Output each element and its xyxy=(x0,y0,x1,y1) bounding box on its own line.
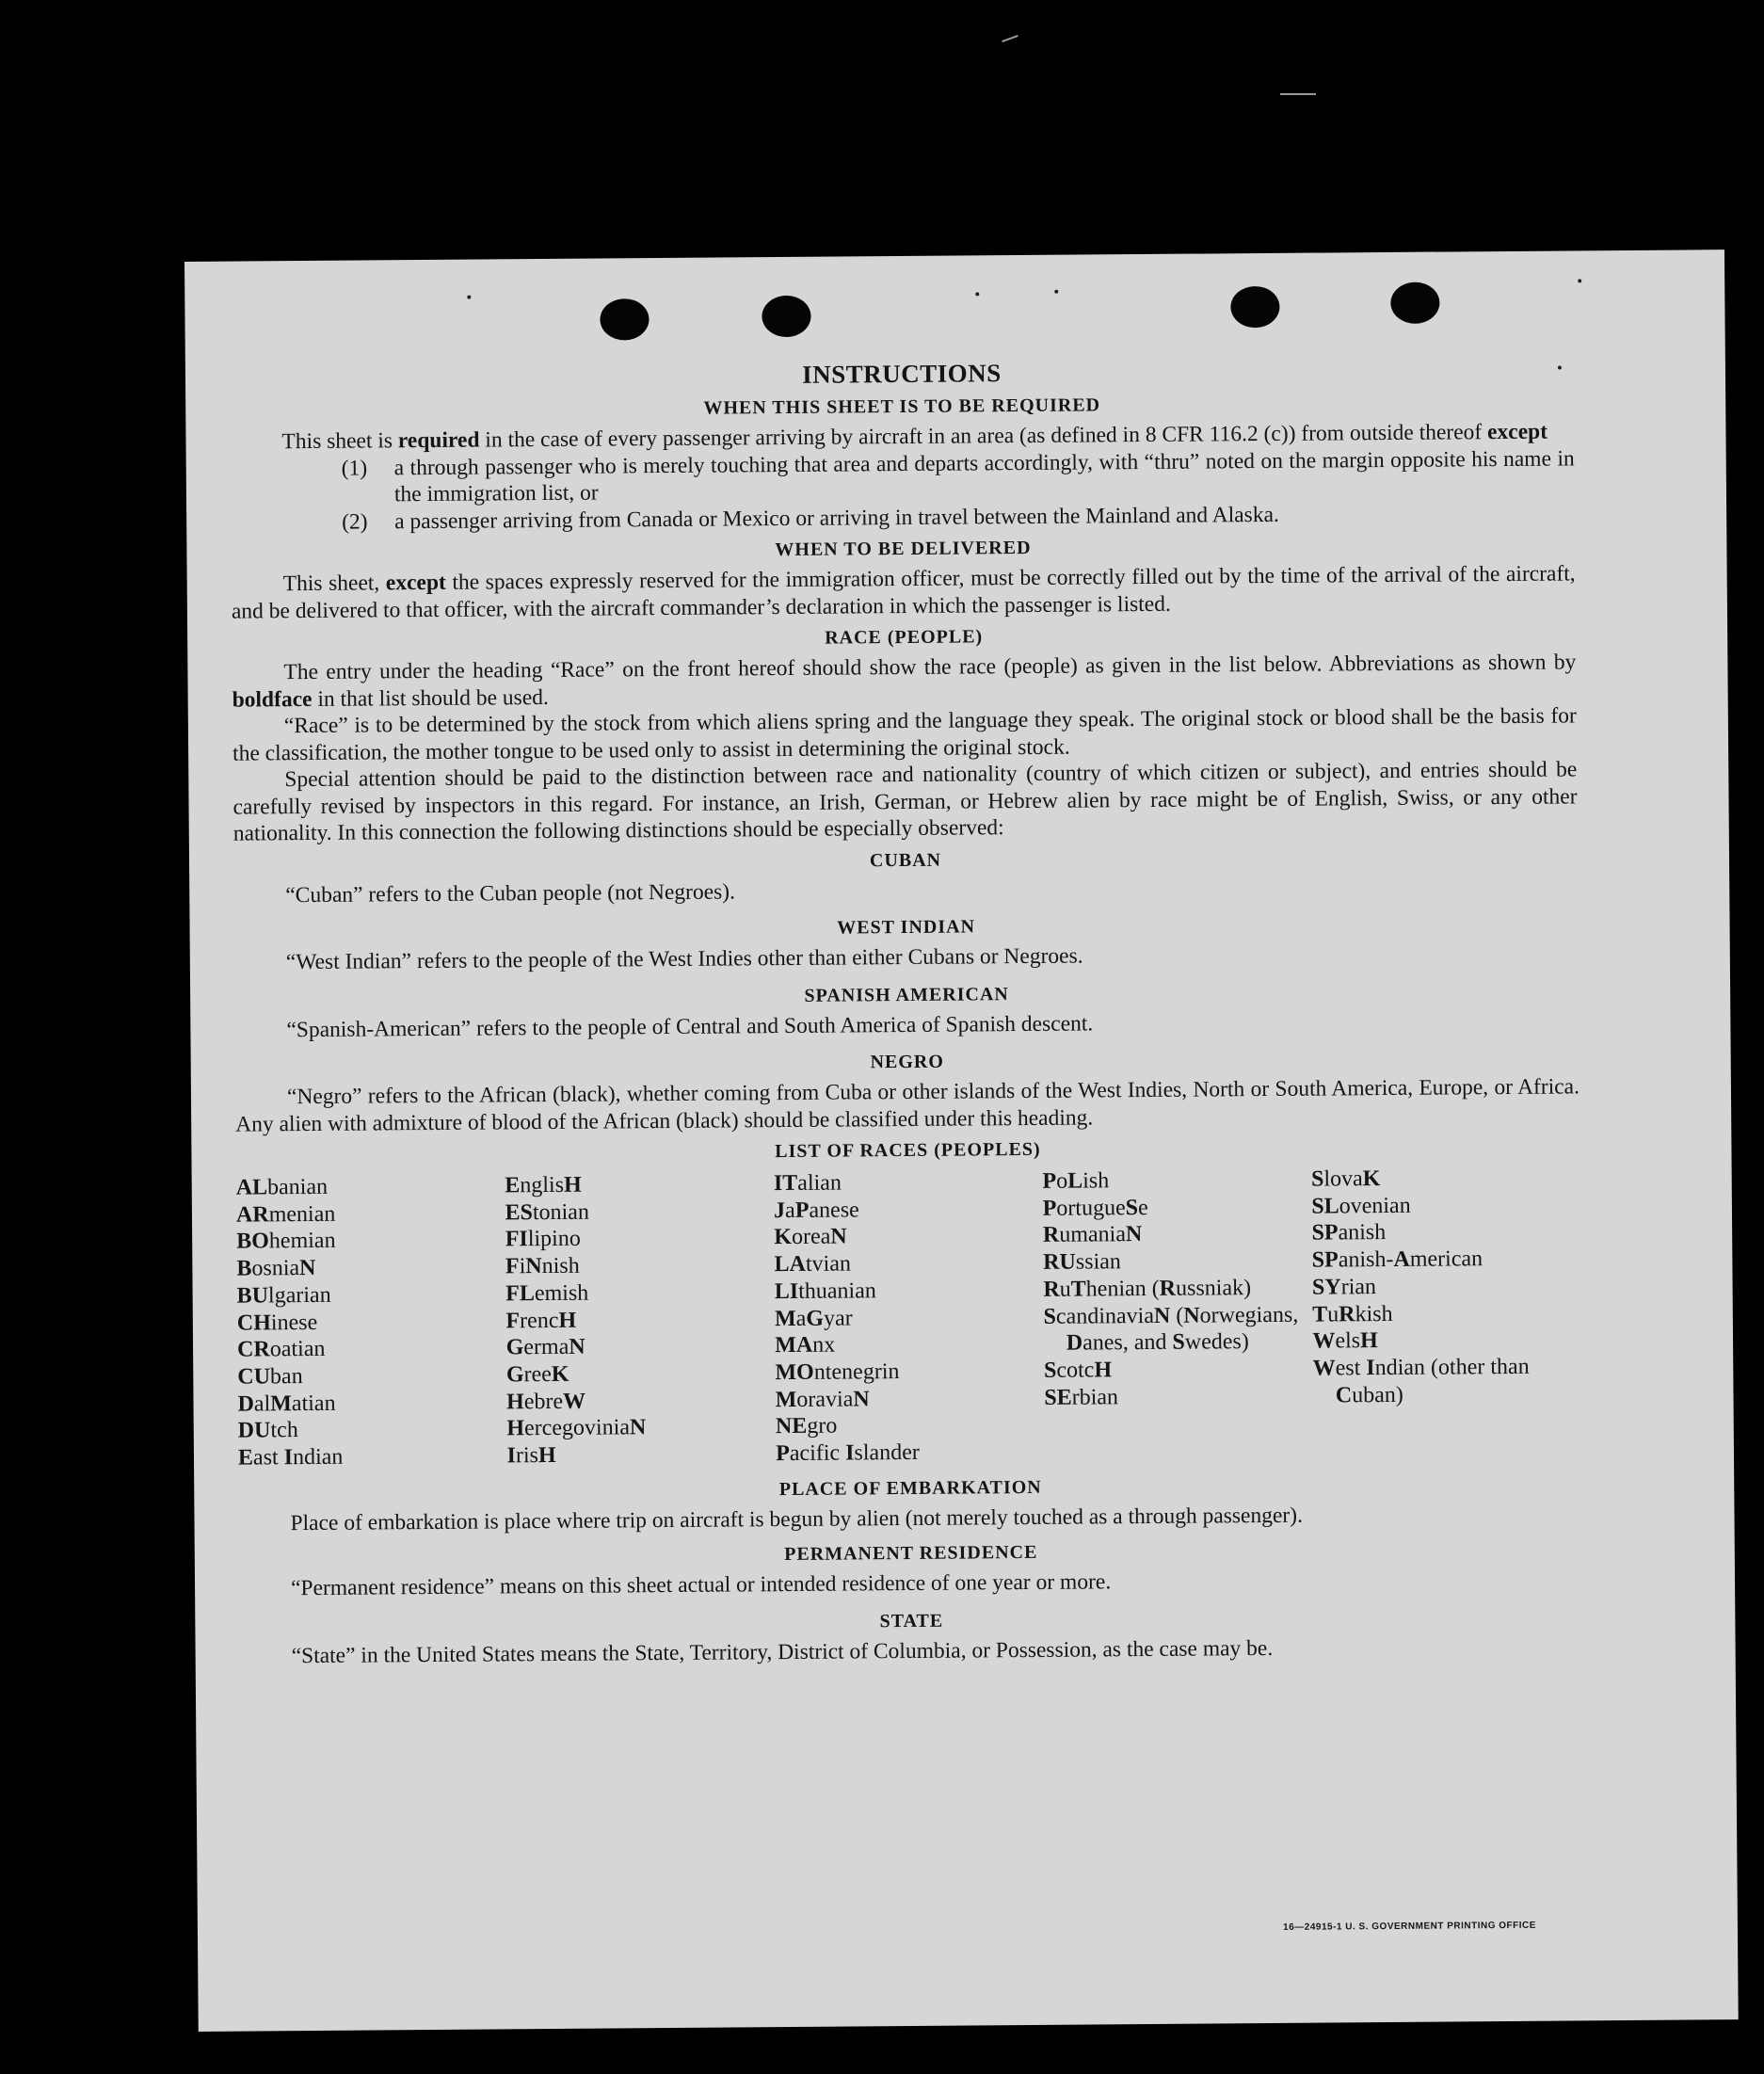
section-heading: LIST OF RACES (PEOPLES) xyxy=(775,1138,1041,1163)
paragraph: The entry under the heading “Race” on the front hereof should show the race (people) as given in the list below. Abbreviations as shown by boldface in that list should be used. xyxy=(232,650,1577,713)
race-column xyxy=(774,1168,1045,1468)
race-item: RUssian xyxy=(1043,1249,1121,1275)
race-item: ScotcH xyxy=(1043,1358,1113,1383)
race-item: CRoatian xyxy=(236,1337,326,1362)
punch-hole xyxy=(600,298,649,340)
race-item: BosniaN xyxy=(236,1256,316,1281)
race-item: HebreW xyxy=(506,1389,586,1414)
section-heading: RACE (PEOPLE) xyxy=(825,626,984,649)
race-item: ITalian xyxy=(773,1170,842,1197)
race-item: GreeK xyxy=(505,1361,569,1388)
section-heading: WEST INDIAN xyxy=(837,916,976,939)
race-item: BUlgarian xyxy=(236,1282,331,1309)
race-item: MaGyar xyxy=(774,1305,853,1331)
instructions-content xyxy=(230,354,1584,1669)
race-item: CUban xyxy=(237,1363,303,1390)
race-item: NEgro xyxy=(775,1413,838,1439)
race-item: ScandinaviaN (Norwegians, Danes, and Swedes) xyxy=(1043,1302,1299,1356)
race-item: PoLish xyxy=(1042,1168,1110,1194)
race-item: LIthuanian xyxy=(774,1278,876,1304)
race-item: West Indian (other than Cuban) xyxy=(1312,1354,1530,1408)
paragraph: “Negro” refers to the African (black), whether coming from Cuba or other islands of the West Indies, North or South America, Europe, or Africa. Any alien with admixture of blood of the African (black) should be classified under this heading. xyxy=(235,1074,1580,1137)
race-item: PortugueSe xyxy=(1042,1195,1148,1221)
race-item: FrencH xyxy=(505,1308,577,1333)
paragraph: Place of embarkation is place where trip on aircraft is begun by alien (not merely touched as a through passenger). xyxy=(290,1503,1303,1535)
section-heading: SPANISH AMERICAN xyxy=(804,983,1009,1006)
paragraph: “Cuban” refers to the Cuban people (not Negroes). xyxy=(285,878,736,908)
race-item: SlovaK xyxy=(1310,1166,1381,1192)
item-number: (1) xyxy=(341,455,368,481)
film-scratch xyxy=(1002,35,1018,42)
race-item: SYrian xyxy=(1311,1274,1377,1300)
race-item: EStonian xyxy=(505,1199,590,1226)
race-item: MOntenegrin xyxy=(775,1359,900,1386)
race-item: FLemish xyxy=(505,1280,589,1307)
section-heading: CUBAN xyxy=(869,849,942,871)
race-item: SLovenian xyxy=(1311,1193,1411,1219)
section-heading: PLACE OF EMBARKATION xyxy=(778,1476,1042,1500)
race-item: KoreaN xyxy=(774,1224,847,1250)
section-heading: NEGRO xyxy=(870,1051,944,1073)
printer-imprint: 16—24915-1 U. S. GOVERNMENT PRINTING OFFICE xyxy=(1283,1920,1536,1933)
film-scratch xyxy=(1280,93,1316,95)
section-heading: WHEN THIS SHEET IS TO BE REQUIRED xyxy=(703,394,1101,419)
race-column xyxy=(505,1170,776,1470)
race-item: East Indian xyxy=(237,1444,344,1471)
speck xyxy=(975,292,979,296)
race-item: WelsH xyxy=(1312,1328,1378,1354)
item-text: a through passenger who is merely touching that area and departs accordingly, with “thru” noted on the margin opposite his name in the immigration list, or xyxy=(393,445,1575,507)
document-sheet xyxy=(184,249,1739,2032)
race-item: SPanish-American xyxy=(1311,1246,1483,1273)
paragraph: “Spanish-American” refers to the people of Central and South America of Spanish descent. xyxy=(286,1010,1094,1042)
paragraph: “State” in the United States means the State, Territory, District of Columbia, or Possession, as the case may be. xyxy=(291,1635,1274,1668)
race-item: DalMatian xyxy=(237,1391,336,1417)
race-column xyxy=(1042,1166,1313,1466)
item-text: a passenger arriving from Canada or Mexico or arriving in travel between the Mainland and Alaska. xyxy=(394,502,1279,534)
race-item: DUtch xyxy=(237,1418,298,1443)
race-item: IrisH xyxy=(506,1442,556,1469)
punch-hole xyxy=(1390,282,1439,324)
race-list xyxy=(236,1164,1582,1471)
race-item: BOhemian xyxy=(236,1229,336,1255)
race-item: ARmenian xyxy=(235,1201,336,1228)
race-column xyxy=(1311,1164,1582,1463)
race-column xyxy=(236,1172,507,1471)
race-item: MAnx xyxy=(775,1332,836,1359)
item-number: (2) xyxy=(342,508,368,535)
paragraph: “Race” is to be determined by the stock from which aliens spring and the language they speak. The original stock or blood shall be the basis for the classification, the mother tongue to be used only to assist in determining the original stock. xyxy=(233,703,1577,766)
paragraph: Special attention should be paid to the distinction between race and nationality (country of which citizen or subject), and entries should be carefully revised by inspectors in this regard. For instance, an Irish, German, or Hebrew alien by race might be of English, Swiss, or any other nationality. In this connection the following distinctions should be especially observed: xyxy=(233,757,1578,846)
race-item: GermaN xyxy=(505,1334,585,1360)
race-item: RuThenian (Russniak) xyxy=(1043,1275,1252,1302)
page-title: INSTRUCTIONS xyxy=(802,359,1002,389)
race-item: MoraviaN xyxy=(775,1386,870,1412)
race-item: CHinese xyxy=(236,1310,318,1336)
punch-hole xyxy=(1230,286,1279,328)
race-item: FiNnish xyxy=(505,1253,580,1279)
section-heading: STATE xyxy=(879,1610,944,1632)
section-heading: WHEN TO BE DELIVERED xyxy=(775,537,1032,561)
speck xyxy=(467,296,471,299)
race-item: HercegoviniaN xyxy=(506,1415,647,1441)
paragraph: This sheet is required in the case of every passenger arriving by aircraft in an area (as defined in 8 CFR 116.2 (c)) from outside thereof except xyxy=(281,419,1548,455)
race-item: JaPanese xyxy=(774,1198,859,1223)
race-item: LAtvian xyxy=(774,1251,852,1278)
exception-item xyxy=(342,445,1575,508)
paragraph: “West Indian” refers to the people of the West Indies other than either Cubans or Negroes. xyxy=(285,943,1083,975)
race-item: FIlipino xyxy=(505,1227,581,1252)
speck xyxy=(1578,279,1581,282)
punch-hole xyxy=(762,296,810,337)
race-item: SErbian xyxy=(1044,1384,1119,1410)
paragraph: This sheet, except the spaces expressly reserved for the immigration officer, must be correctly filled out by the time of the arrival of the aircraft, and be delivered to that officer, with the aircraft commander’s declaration in which the passenger is listed. xyxy=(231,561,1576,624)
race-item: TuRkish xyxy=(1312,1301,1393,1327)
race-item: Pacific Islander xyxy=(776,1439,920,1467)
race-item: ALbanian xyxy=(235,1174,329,1200)
speck xyxy=(1054,290,1058,294)
race-item: EnglisH xyxy=(505,1172,582,1198)
race-item: RumaniaN xyxy=(1042,1222,1143,1248)
paragraph: “Permanent residence” means on this sheet actual or intended residence of one year or more. xyxy=(290,1569,1112,1601)
section-heading: PERMANENT RESIDENCE xyxy=(784,1542,1038,1566)
race-item: SPanish xyxy=(1311,1220,1387,1246)
